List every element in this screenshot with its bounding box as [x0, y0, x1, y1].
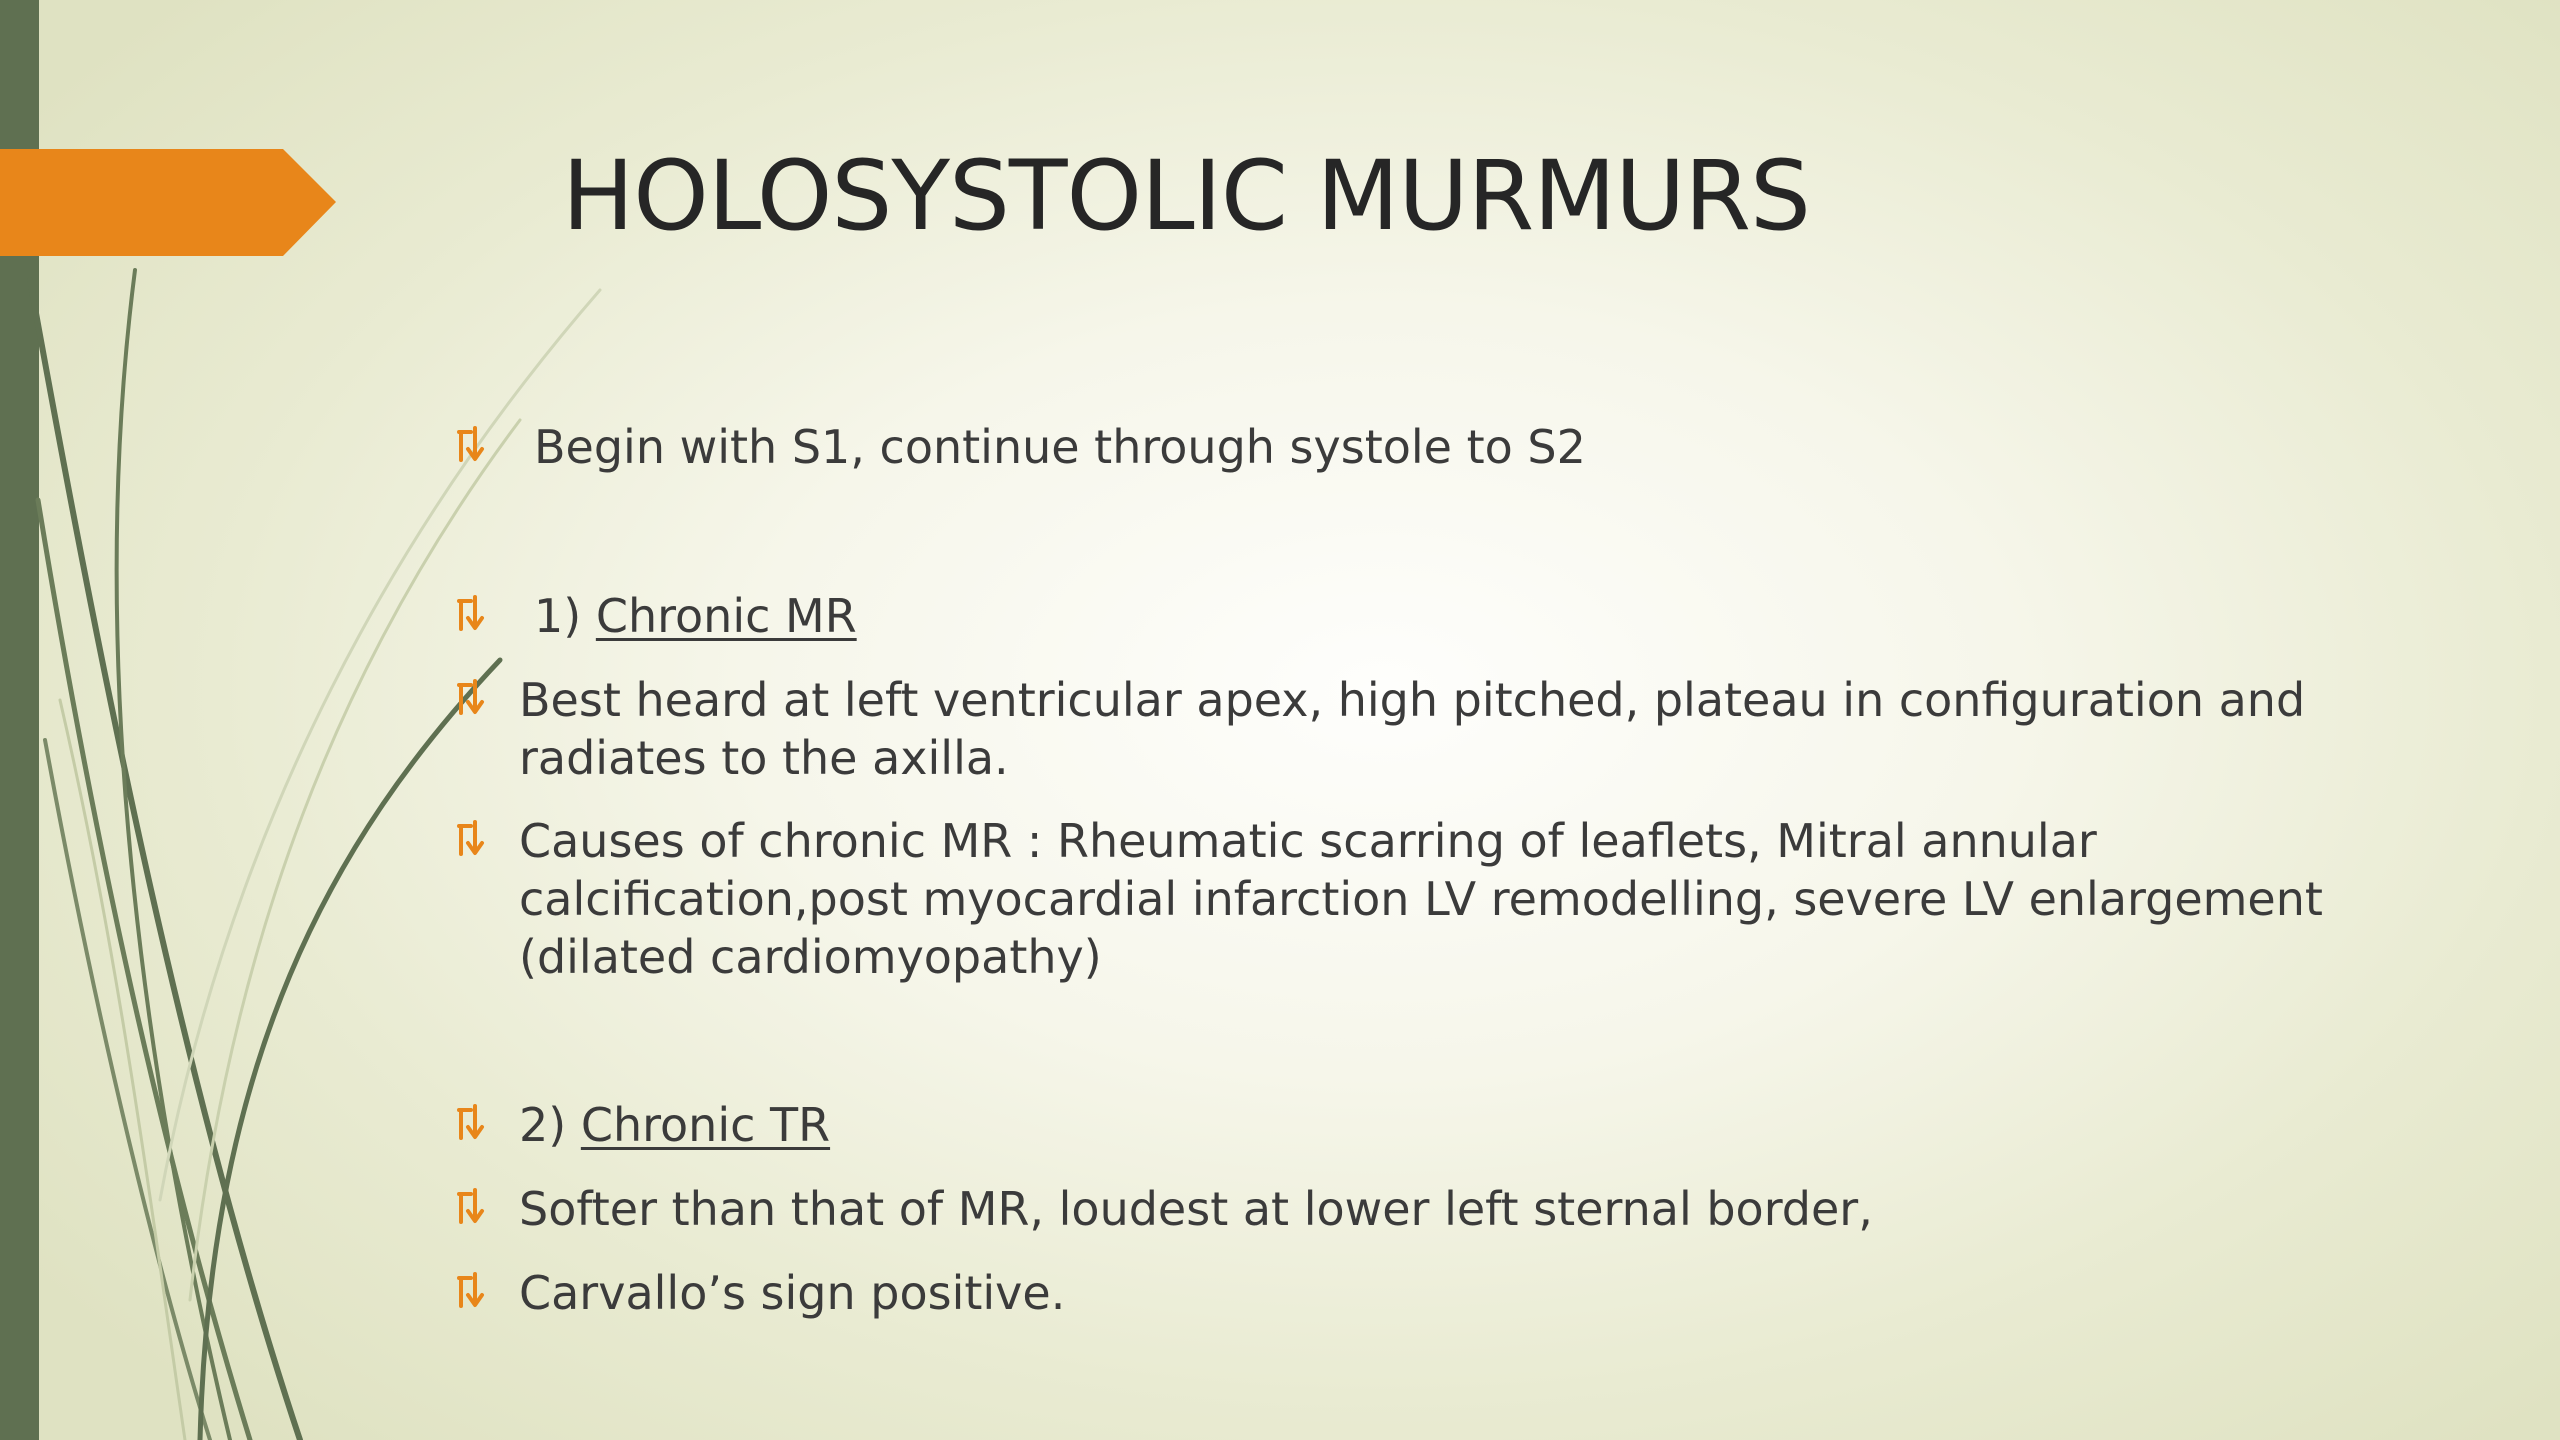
orange-bullet-icon	[449, 587, 507, 645]
bullet-item	[449, 418, 2379, 476]
bullet-item	[449, 812, 2379, 986]
orange-bullet-icon	[449, 418, 507, 476]
bullet-text: Carvallo’s sign positive.	[519, 1266, 1066, 1320]
orange-bullet-icon	[449, 812, 507, 870]
bullet-text: Causes of chronic MR : Rheumatic scarring of leaflets, Mitral annular calcification,post myocardial infarction LV remodelling, severe LV enlargement (dilated cardiomyopathy)	[519, 814, 2323, 984]
slide-title: HOLOSYSTOLIC MURMURS	[562, 140, 1810, 252]
orange-bullet-icon	[449, 671, 507, 729]
orange-bullet-icon	[449, 1180, 507, 1238]
bullet-text	[449, 587, 2379, 645]
bullet-item	[449, 1180, 2379, 1238]
bullet-text: Best heard at left ventricular apex, high pitched, plateau in configuration and radiates to the axilla.	[519, 673, 2306, 785]
bullet-text: Softer than that of MR, loudest at lower left sternal border,	[519, 1182, 1873, 1236]
bullet-prefix: 2)	[519, 1098, 581, 1152]
title-arrow-banner-icon	[0, 149, 336, 256]
chronic-mr-heading: Chronic MR	[595, 589, 857, 643]
bullet-item	[449, 587, 2379, 645]
orange-bullet-icon	[449, 1096, 507, 1154]
orange-bullet-icon	[449, 1264, 507, 1322]
chronic-tr-heading: Chronic TR	[580, 1098, 831, 1152]
bullet-text	[449, 1096, 2379, 1154]
bullet-item	[449, 671, 2379, 787]
bullet-text: Begin with S1, continue through systole to S2	[534, 420, 1586, 474]
bullet-item	[449, 1096, 2379, 1154]
bullet-prefix: 1)	[534, 589, 596, 643]
bullet-item	[449, 1264, 2379, 1322]
